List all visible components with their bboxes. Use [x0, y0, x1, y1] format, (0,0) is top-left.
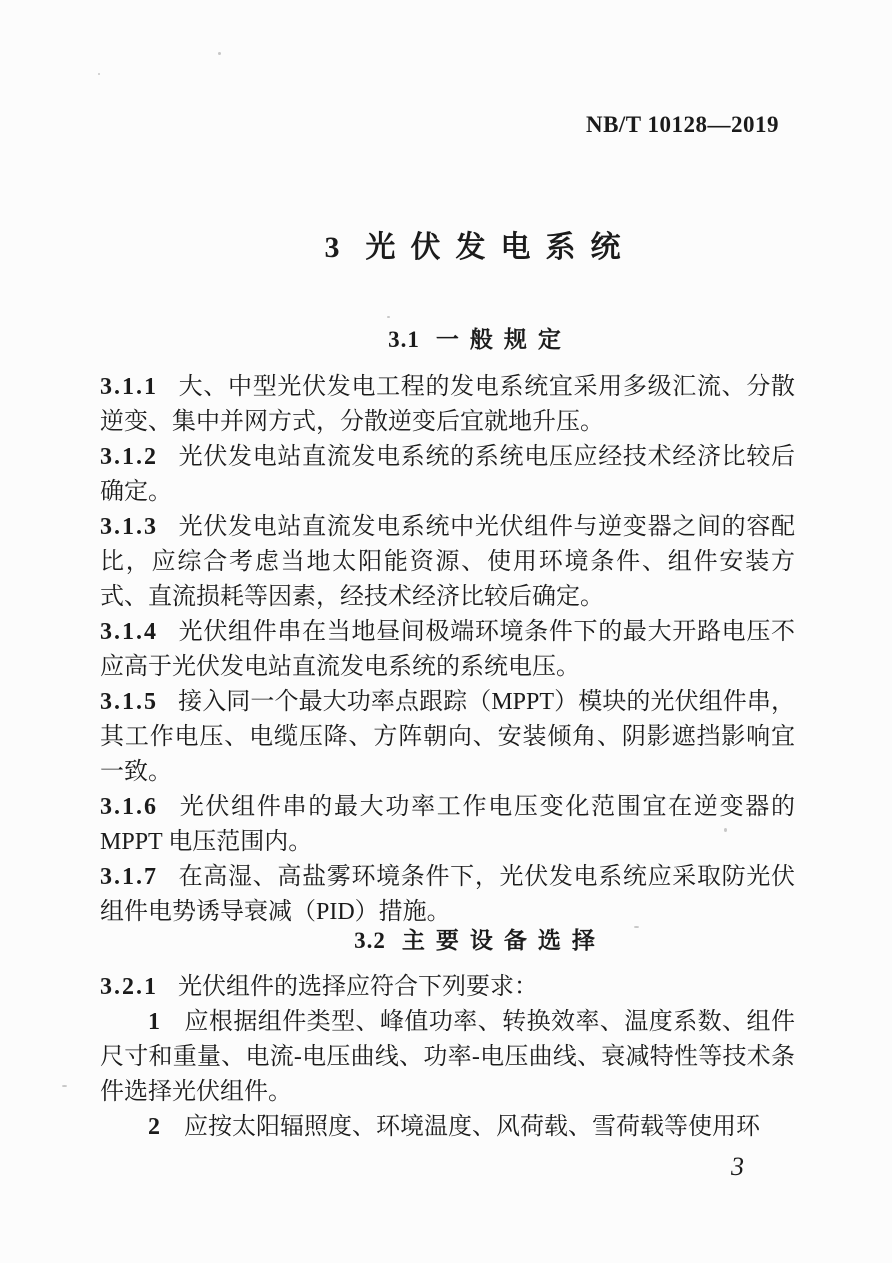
clause-3-2-1 [100, 970, 795, 1005]
clause-text: 大、中型光伏发电工程的发电系统宜采用多级汇流、分散逆变、集中并网方式，分散逆变后宜就地升压。 [100, 374, 795, 435]
section-title-text: 主要设备选择 [401, 928, 606, 953]
clause-3-1-3 [100, 510, 795, 615]
clause-3-1-4 [100, 615, 795, 685]
section-3-1-body [100, 370, 795, 930]
clause-3-1-7 [100, 860, 795, 930]
section-heading-3-1 [34, 321, 892, 354]
section-number: 3.1 [388, 327, 420, 352]
clause-3-1-6 [100, 790, 795, 860]
chapter-number: 3 [324, 231, 340, 264]
scan-speck [724, 828, 727, 832]
scan-speck [62, 1085, 67, 1087]
chapter-title [34, 222, 892, 266]
chapter-title-text: 光伏发电系统 [365, 231, 636, 264]
subitem-text: 应按太阳辐照度、环境温度、风荷载、雪荷载等使用环 [184, 1114, 760, 1140]
clause-number: 3.1.4 [100, 619, 158, 645]
subitem-number: 1 [148, 1009, 160, 1035]
section-3-2-body [100, 970, 795, 1145]
subitem-text: 应根据组件类型、峰值功率、转换效率、温度系数、组件尺寸和重量、电流-电压曲线、功率-电压曲线、衰减特性等技术条件选择光伏组件。 [100, 1009, 795, 1105]
clause-number: 3.1.6 [100, 794, 158, 820]
scan-speck [634, 926, 639, 928]
clause-3-1-2 [100, 440, 795, 510]
clause-text: 在高湿、高盐雾环境条件下，光伏发电系统应采取防光伏组件电势诱导衰减（PID）措施。 [100, 864, 795, 925]
clause-number: 3.1.1 [100, 374, 158, 400]
subitem-1 [100, 1005, 795, 1110]
standard-number-header: NB/T 10128—2019 [585, 112, 779, 137]
clause-text: 光伏发电站直流发电系统中光伏组件与逆变器之间的容配比，应综合考虑当地太阳能资源、使用环境条件、组件安装方式、直流损耗等因素，经技术经济比较后确定。 [100, 514, 795, 610]
clause-number: 3.1.2 [100, 444, 158, 470]
page-number: 3 [731, 1152, 744, 1181]
subitem-number: 2 [148, 1114, 160, 1140]
clause-text: 接入同一个最大功率点跟踪（MPPT）模块的光伏组件串，其工作电压、电缆压降、方阵朝向、安装倾角、阴影遮挡影响宜一致。 [100, 689, 795, 785]
clause-text: 光伏组件串的最大功率工作电压变化范围宜在逆变器的MPPT 电压范围内。 [100, 794, 795, 855]
section-title-text: 一般规定 [435, 327, 572, 352]
clause-number: 3.2.1 [100, 974, 158, 1000]
clause-3-1-5 [100, 685, 795, 790]
clause-text: 光伏发电站直流发电系统的系统电压应经技术经济比较后确定。 [100, 444, 795, 505]
section-heading-3-2 [34, 922, 892, 955]
clause-number: 3.1.3 [100, 514, 158, 540]
clause-text: 光伏组件的选择应符合下列要求： [178, 974, 538, 1000]
clause-3-1-1 [100, 370, 795, 440]
subitem-2 [100, 1110, 795, 1145]
clause-number: 3.1.7 [100, 864, 158, 890]
scan-speck [98, 73, 100, 75]
section-number: 3.2 [354, 928, 386, 953]
scan-speck [387, 316, 390, 318]
clause-text: 光伏组件串在当地昼间极端环境条件下的最大开路电压不应高于光伏发电站直流发电系统的系统电压。 [100, 619, 795, 680]
scan-speck [218, 52, 221, 55]
clause-number: 3.1.5 [100, 689, 158, 715]
